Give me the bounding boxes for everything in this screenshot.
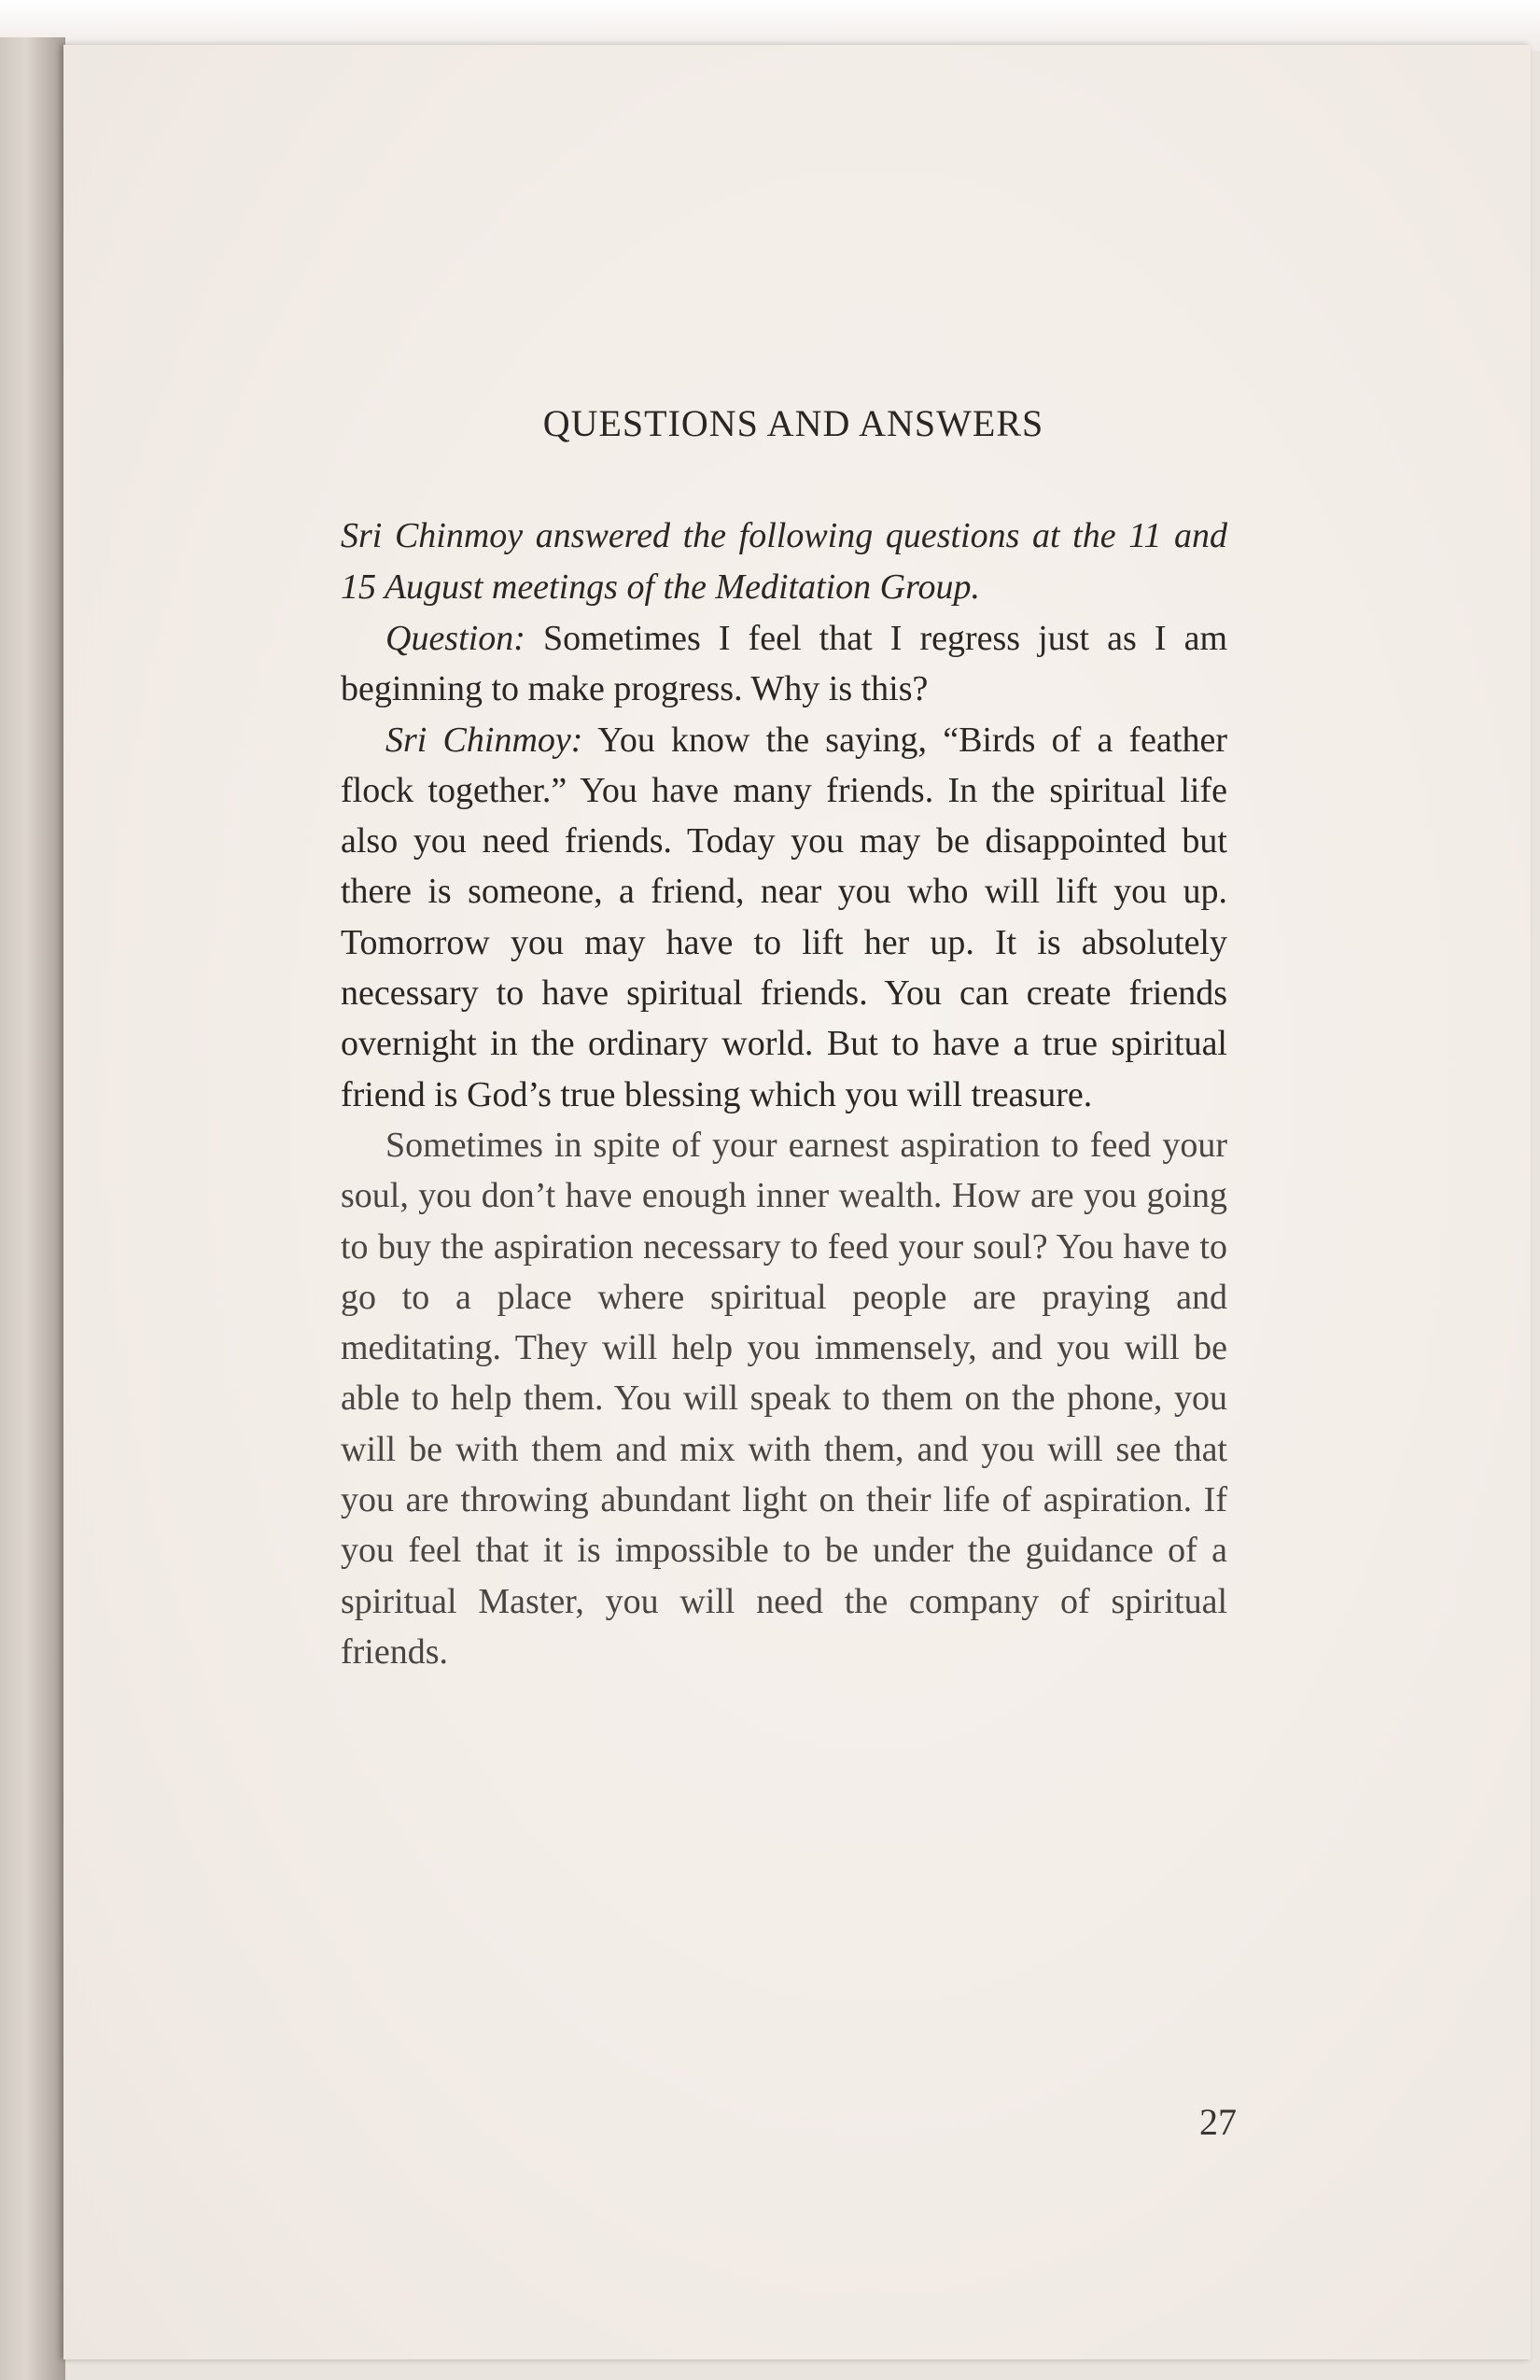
answer-continuation-paragraph: Sometimes in spite of your earnest aspiration to feed your soul, you don’t have enough inner wealth. How are you going to buy the aspiration necessary to feed your soul? You have to go to a place where spiritual people are praying and meditating. They will help you immensely, and you will be able to help them. You will speak to them on the phone, you will be with them and mix with them, and you will see that you are throwing abundant light on their life of aspiration. If you feel that it is impossible to be under the guidance of a spiritual Master, you will need the company of spiritual friends. (341, 1125, 1227, 1672)
page-content (341, 401, 1227, 1677)
question-text: Sometimes I feel that I regress just as I am beginning to make progress. Why is this? (341, 619, 1227, 709)
question-paragraph (341, 613, 1227, 715)
intro-text: Sri Chinmoy answered the following questions at the 11 and 15 August meetings of the Meditation Group. (341, 516, 1227, 607)
answer-paragraph (341, 715, 1227, 1120)
scan-background (0, 0, 1540, 51)
answer-text: You know the saying, “Birds of a feather flock together.” You have many friends. In the spiritual life also you need friends. Today you may be disappointed but there is someone, a friend, near you who will lift you up. Tomorrow you may have to lift her up. It is absolutely necessary to have spiritual friends. You can create friends overnight in the ordinary world. But to have a true spiritual friend is God’s true blessing which you will treasure. (341, 720, 1227, 1114)
answer-speaker-label: Sri Chinmoy: (385, 720, 583, 760)
page-heading: QUESTIONS AND ANSWERS (542, 402, 1044, 444)
book-gutter (0, 37, 65, 2380)
question-label: Question: (385, 619, 525, 658)
page-number: 27 (1199, 2101, 1237, 2143)
